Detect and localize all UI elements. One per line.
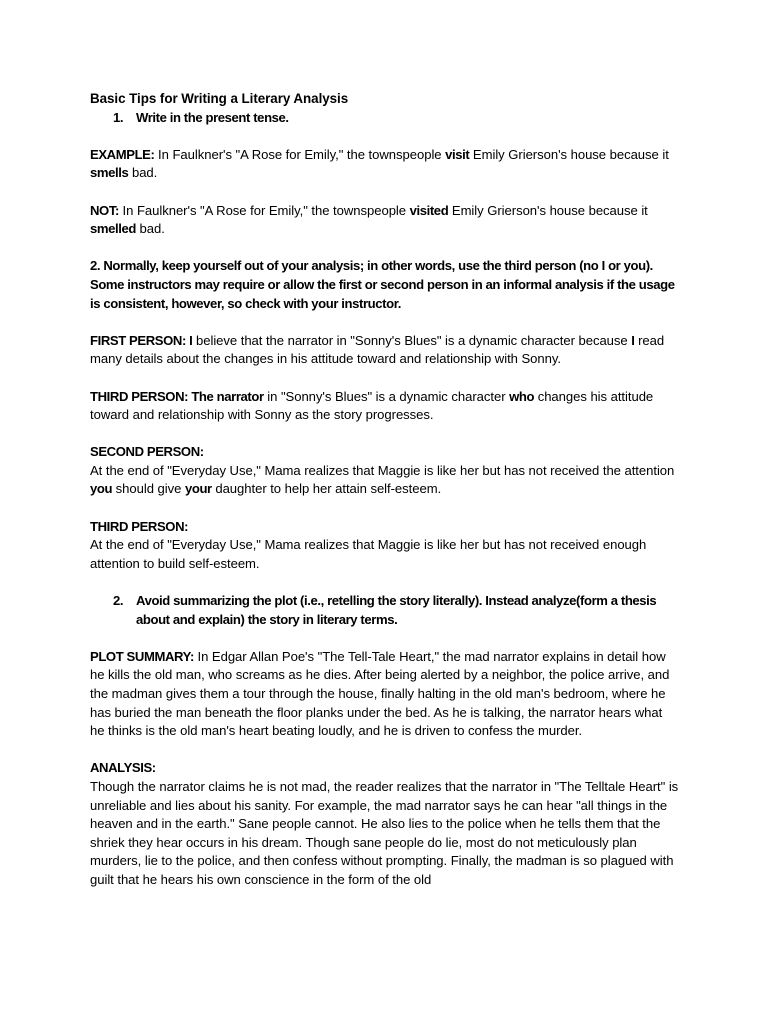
plot-summary-paragraph: PLOT SUMMARY: In Edgar Allan Poe's "The Tell-Tale Heart," the mad narrator explains in detail how he kills the old man, who screams as he dies. After being alerted by a neighbor, the police arrive, and the madman gives them a tour through the house, finally halting in the old man's bedroom, where he has buried the man beneath the floor planks under the bed. As he is talking, the narrator hears what he thinks is the old man's heart beating loudly, and he is driven to confess the murder. [90, 648, 670, 739]
third-person-paragraph-1: THIRD PERSON: The narrator in "Sonny's Blues" is a dynamic character who changes his attitude toward and relationship with Sonny as the story progresses. [90, 388, 654, 423]
third-person-label-2: THIRD PERSON: [90, 518, 189, 534]
second-person-label: SECOND PERSON: [90, 444, 204, 460]
tip-3-text: Avoid summarizing the plot (i.e., retelling the story literally). Instead analyze(form a thesis about and explain) the story in literary terms. [136, 593, 657, 627]
third-person-label-1: THIRD PERSON: The narrator [90, 388, 264, 404]
tip-1 [90, 109, 680, 128]
analysis-paragraph: Though the narrator claims he is not mad, the reader realizes that the narrator in "The Telltale Heart" is unreliable and lies about his sanity. For example, the mad narrator says he can hear "all things in the heaven and in the earth." Sane people cannot. He also lies to the police when he tells them that the shriek they hear occurs in his dream. Though sane people do lie, most do not meticulously plan murders, lie to the police, and then confess without prompting. Finally, the madman is so plagued with guilt that he hears his own conscience in the form of the old [90, 778, 679, 887]
not-label: NOT: [90, 202, 119, 218]
first-person-label: FIRST PERSON: I [90, 332, 193, 348]
tip-2-paragraph: 2. Normally, keep yourself out of your analysis; in other words, use the third person (no I or you). Some instructors may require or allow the first or second person in an informal analysis if the usage is consistent, however, so check with your instructor. [90, 258, 675, 311]
example-label: EXAMPLE: [90, 146, 155, 162]
first-person-paragraph: FIRST PERSON: I believe that the narrator in "Sonny's Blues" is a dynamic character because I read many details about the changes in his attitude toward and relationship with Sonny. [90, 332, 665, 367]
tip-1-number: 1. [113, 109, 124, 125]
analysis-label: ANALYSIS: [90, 760, 156, 776]
tip-3 [90, 592, 680, 629]
document-title: Basic Tips for Writing a Literary Analysis [90, 91, 349, 106]
tip-1-text: Write in the present tense. [136, 109, 289, 125]
plot-summary-label: PLOT SUMMARY: [90, 648, 194, 664]
not-paragraph: NOT: In Faulkner's "A Rose for Emily," the townspeople visited Emily Grierson's house because it smelled bad. [90, 202, 648, 237]
third-person-paragraph-2: At the end of "Everyday Use," Mama realizes that Maggie is like her but has not received enough attention to build self-esteem. [90, 537, 647, 571]
document-body [90, 90, 680, 890]
second-person-paragraph: At the end of "Everyday Use," Mama realizes that Maggie is like her but has not received the attention you should give your daughter to help her attain self-esteem. [90, 462, 675, 497]
example-paragraph: EXAMPLE: In Faulkner's "A Rose for Emily," the townspeople visit Emily Grierson's house because it smells bad. [90, 146, 669, 181]
tip-3-number: 2. [113, 593, 124, 609]
